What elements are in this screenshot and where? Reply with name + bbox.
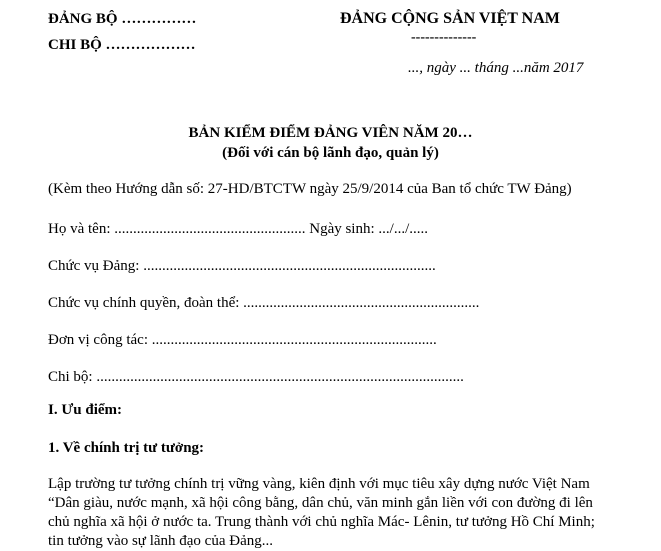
paragraph-line: Lập trường tư tưởng chính trị vững vàng, kiên định với mục tiêu xây dựng nước Việt Nam — [48, 476, 590, 492]
paragraph-line: tin tưởng vào sự lãnh đạo của Đảng... — [48, 533, 273, 549]
party-cell-label: CHI BỘ ……………… — [48, 37, 196, 53]
paragraph-line: “Dân giàu, nước mạnh, xã hội công bằng, dân chủ, văn minh gắn liền với con đường đi lên — [48, 495, 593, 511]
party-position-field: Chức vụ Đảng: .............................................................................. — [48, 258, 436, 274]
subsection-heading-politics: 1. Về chính trị tư tưởng: — [48, 440, 205, 456]
party-cell-field: Chi bộ: .................................................................................................. — [48, 369, 464, 385]
section-heading-strengths: I. Ưu điểm: — [48, 402, 123, 418]
party-committee-label: ĐẢNG BỘ …………… — [48, 11, 197, 27]
work-unit-field: Đơn vị công tác: ............................................................................ — [48, 332, 437, 348]
reference-note: (Kèm theo Hướng dẫn số: 27-HD/BTCTW ngày 25/9/2014 của Ban tổ chức TW Đảng) — [48, 181, 572, 197]
name-birthdate-field: Họ và tên: ................................................... Ngày sinh: .../.../..... — [48, 221, 428, 237]
date-line: ..., ngày ... tháng ...năm 2017 — [408, 60, 584, 76]
paragraph-line: chủ nghĩa xã hội ở nước ta. Trung thành với chủ nghĩa Mác- Lênin, tư tưởng Hồ Chí Minh; — [48, 514, 595, 530]
party-name-heading: ĐẢNG CỘNG SẢN VIỆT NAM — [340, 10, 560, 27]
document-subtitle: (Đối với cán bộ lãnh đạo, quản lý) — [222, 145, 439, 161]
document-title: BẢN KIỂM ĐIỂM ĐẢNG VIÊN NĂM 20… — [188, 125, 473, 141]
body-paragraph — [48, 475, 648, 551]
gov-position-field: Chức vụ chính quyền, đoàn thể: ............................................................... — [48, 295, 480, 311]
header-separator: -------------- — [411, 30, 477, 45]
